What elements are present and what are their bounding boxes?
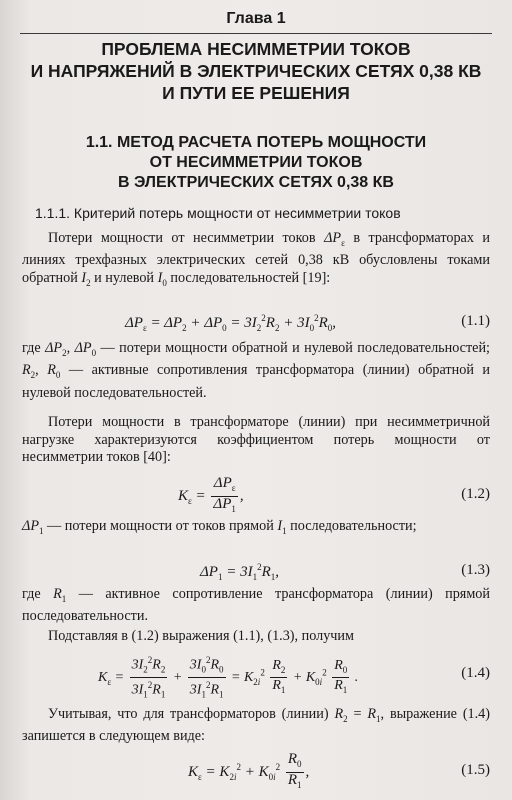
equation-number: (1.5) — [461, 762, 490, 778]
paragraph-coefficient: Потери мощности в трансформаторе (линии) при несимметричной нагрузке характеризуются коэффициентом потерь мощности от несимметрии токов [40]: — [22, 414, 490, 465]
equation-1-1: $\Delta P_\varepsilon = \Delta P_2 + \Delta P_0 = 3I_2^2R_2 + 3I_0^2R_0$, (1.1) — [125, 313, 490, 333]
paragraph-transformers: Учитывая, что для трансформаторов (линии) $R_2 = R_1$, выражение (1.4) запишется в следующем виде: — [22, 706, 490, 745]
equation-1-4: $K_\varepsilon$ = $\frac{3I_2^2R_2}{3I_1^2R_1}$ + $\frac{3I_0^2R_0}{3I_1^2R_1}$ = $K_{2i}^2$ $\frac{R_2}{R_1}$ + $K_{0i}^2$ $\frac{R_0}{R_1}$ . (1.4) — [98, 655, 490, 700]
paragraph-intro: Потери мощности от несимметрии токов $\Delta P_\varepsilon$ в трансформаторах и линиях трехфазных электрических сетей 0,38 кВ обусловлены токами обратной $I_2$ и нулевой $I_0$ последовательностей [19]: — [22, 230, 491, 288]
equation-number: (1.1) — [461, 313, 490, 329]
equation-number: (1.2) — [461, 486, 490, 502]
equation-number: (1.3) — [461, 562, 490, 578]
section-title-line: В ЭЛЕКТРИЧЕСКИХ СЕТЯХ 0,38 КВ — [118, 174, 394, 191]
section-title-line: ОТ НЕСИММЕТРИИ ТОКОВ — [149, 154, 363, 171]
equation-number: (1.4) — [461, 665, 490, 681]
chapter-heading: Глава 1 — [226, 10, 286, 27]
paragraph-resistance: где $R_1$ — активное сопротивление трансформатора (линии) прямой последовательности. — [22, 586, 490, 625]
equation-1-3: $\Delta P_1 = 3I_1^2R_1$, (1.3) — [200, 562, 490, 582]
subsection-title: 1.1.1. Критерий потерь мощности от несимметрии токов — [35, 205, 401, 221]
chapter-title-line: ПРОБЛЕМА НЕСИММЕТРИИ ТОКОВ — [101, 39, 411, 59]
equation-1-2: $K_\varepsilon$ = $\frac{\Delta P_\varepsilon}{\Delta P_1}$ , (1.2) — [178, 475, 490, 514]
chapter-title-line: И ПУТИ ЕЕ РЕШЕНИЯ — [162, 83, 350, 103]
chapter-title-line: И НАПРЯЖЕНИЙ В ЭЛЕКТРИЧЕСКИХ СЕТЯХ 0,38 КВ — [30, 61, 482, 81]
chapter-divider — [20, 33, 492, 34]
section-title-line: 1.1. МЕТОД РАСЧЕТА ПОТЕРЬ МОЩНОСТИ — [85, 134, 427, 151]
equation-1-5: $K_\varepsilon = K_{2i}^2 + K_{0i}^2$ $\frac{R_0}{R_1}$ , (1.5) — [188, 751, 490, 790]
paragraph-definitions: где $\Delta P_2$, $\Delta P_0$ — потери мощности обратной и нулевой последовательностей; $R_2$, $R_0$ — активные сопротивления трансформатора (линии) обратной и нулевой последовательностей. — [22, 340, 491, 401]
paragraph-substitution: Подставляя в (1.2) выражения (1.1), (1.3), получим — [48, 628, 355, 644]
paragraph-direct-sequence: $\Delta P_1$ — потери мощности от токов прямой $I_1$ последовательности; — [22, 518, 417, 536]
section-title — [0, 133, 512, 193]
chapter-title — [0, 38, 512, 104]
